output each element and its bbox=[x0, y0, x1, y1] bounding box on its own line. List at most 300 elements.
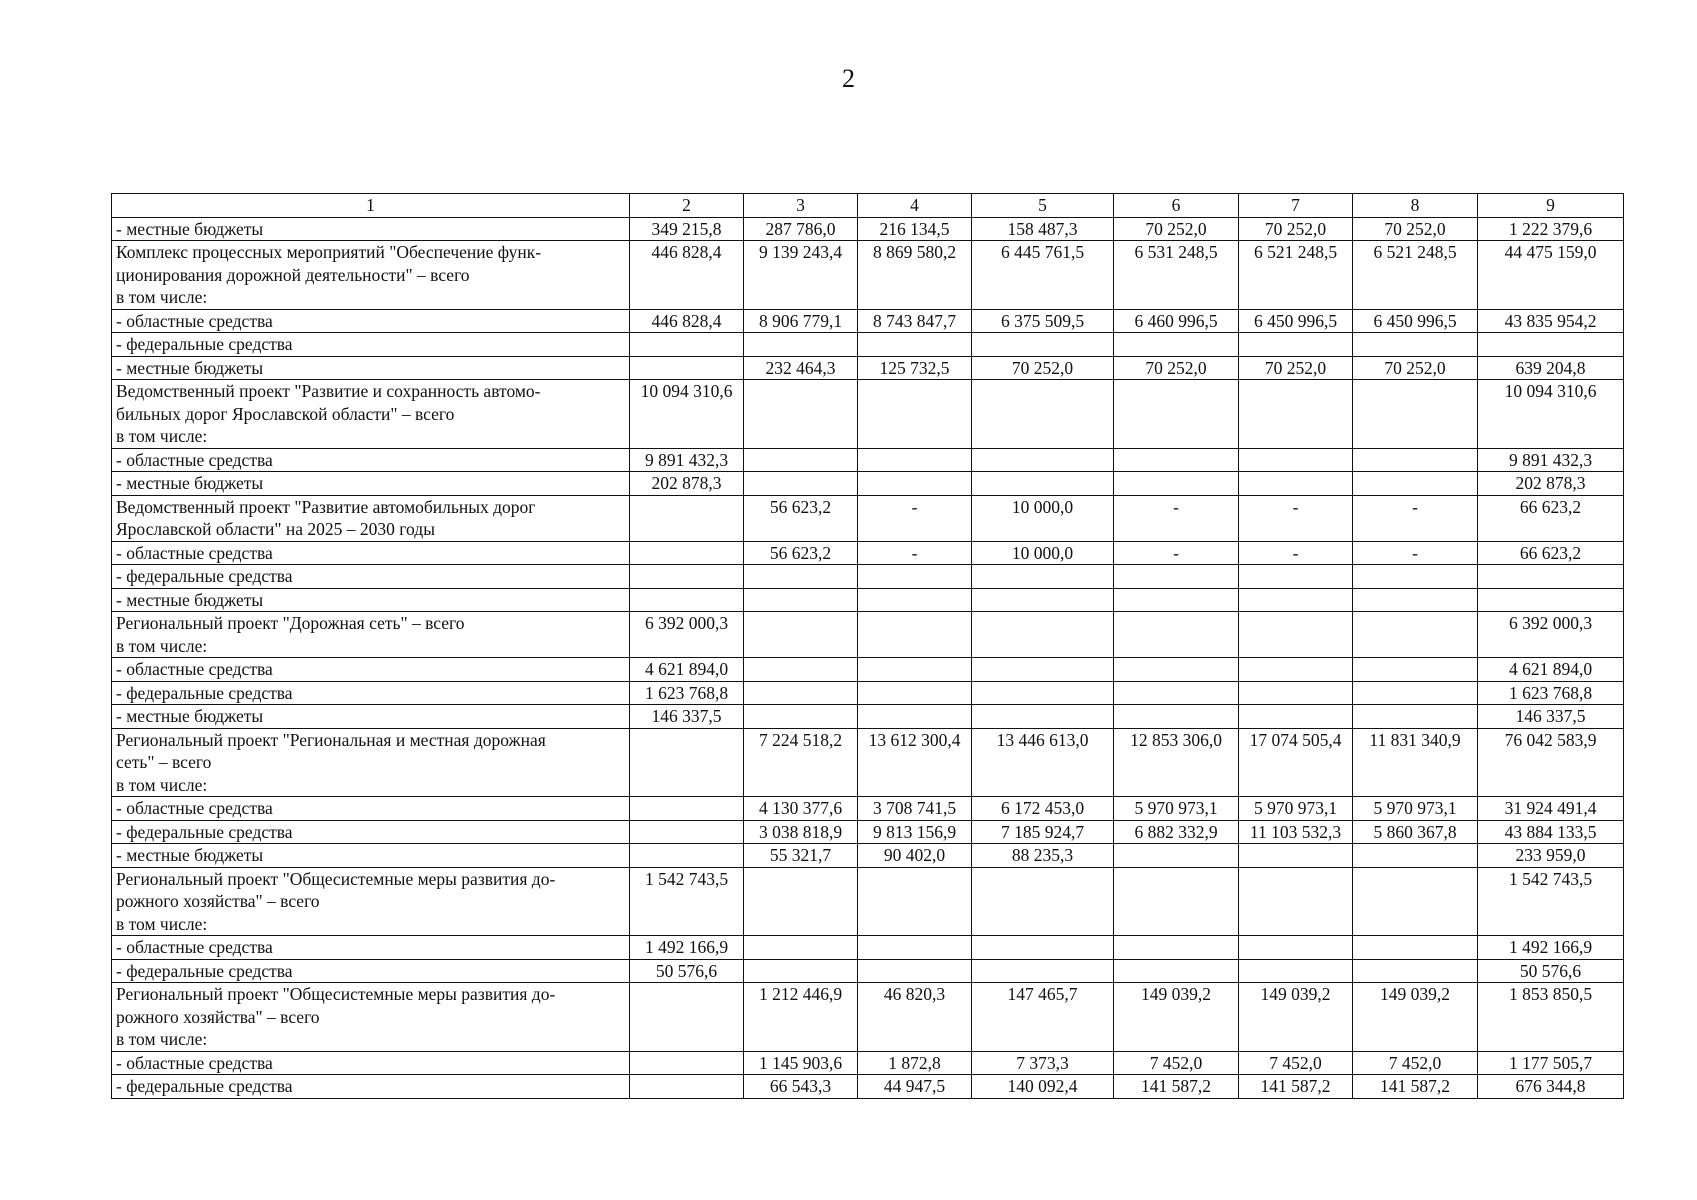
value-cell: 141 587,2 bbox=[1353, 1075, 1478, 1099]
row-label-line: Ведомственный проект "Развитие автомобильных дорог bbox=[116, 496, 536, 517]
table-row bbox=[112, 541, 1624, 565]
value-cell bbox=[630, 356, 744, 380]
value-cell: 13 612 300,4 bbox=[858, 728, 972, 797]
value-cell: 5 970 973,1 bbox=[1353, 797, 1478, 821]
value-cell: 125 732,5 bbox=[858, 356, 972, 380]
value-cell bbox=[858, 565, 972, 589]
value-cell: 446 828,4 bbox=[630, 241, 744, 310]
value-cell: 56 623,2 bbox=[744, 541, 858, 565]
row-label-cell bbox=[112, 472, 630, 496]
table-row bbox=[112, 241, 1624, 310]
value-cell: 70 252,0 bbox=[1114, 356, 1239, 380]
value-cell: 6 531 248,5 bbox=[1114, 241, 1239, 310]
value-cell bbox=[1114, 333, 1239, 357]
value-cell: - bbox=[1353, 541, 1478, 565]
value-cell bbox=[744, 565, 858, 589]
column-number-header: 3 bbox=[744, 194, 858, 218]
table-row bbox=[112, 658, 1624, 682]
value-cell bbox=[744, 448, 858, 472]
value-cell: 1 492 166,9 bbox=[1478, 936, 1624, 960]
row-label-line: - федеральные средства bbox=[116, 1076, 293, 1096]
value-cell bbox=[972, 658, 1114, 682]
value-cell: 5 970 973,1 bbox=[1239, 797, 1353, 821]
value-cell bbox=[1114, 612, 1239, 658]
row-label-line: в том числе: bbox=[116, 635, 208, 656]
value-cell: 10 000,0 bbox=[972, 495, 1114, 541]
table-row bbox=[112, 309, 1624, 333]
value-cell: 6 392 000,3 bbox=[630, 612, 744, 658]
value-cell bbox=[1239, 658, 1353, 682]
value-cell bbox=[1114, 867, 1239, 936]
value-cell: 1 145 903,6 bbox=[744, 1051, 858, 1075]
value-cell bbox=[1239, 380, 1353, 449]
value-cell: 149 039,2 bbox=[1353, 983, 1478, 1052]
table-row bbox=[112, 983, 1624, 1052]
value-cell: 5 860 367,8 bbox=[1353, 820, 1478, 844]
value-cell bbox=[1353, 333, 1478, 357]
row-label-line: - федеральные средства bbox=[116, 821, 293, 842]
value-cell: 141 587,2 bbox=[1114, 1075, 1239, 1099]
value-cell bbox=[1239, 867, 1353, 936]
row-label-line: Региональный проект "Региональная и местная дорожная bbox=[116, 729, 546, 750]
value-cell bbox=[1239, 333, 1353, 357]
value-cell bbox=[1114, 705, 1239, 729]
row-label-line: ционирования дорожной деятельности" – всего bbox=[116, 264, 470, 285]
value-cell bbox=[630, 588, 744, 612]
value-cell: 1 623 768,8 bbox=[630, 681, 744, 705]
value-cell bbox=[1114, 681, 1239, 705]
value-cell bbox=[858, 658, 972, 682]
row-label-cell bbox=[112, 1051, 630, 1075]
value-cell: 6 521 248,5 bbox=[1353, 241, 1478, 310]
value-cell bbox=[1239, 959, 1353, 983]
value-cell bbox=[630, 844, 744, 868]
row-label-line: Комплекс процессных мероприятий "Обеспечение функ- bbox=[116, 242, 542, 262]
value-cell bbox=[1239, 565, 1353, 589]
value-cell: 70 252,0 bbox=[1353, 217, 1478, 241]
value-cell bbox=[1239, 844, 1353, 868]
column-number-row bbox=[112, 194, 1624, 218]
value-cell: 9 813 156,9 bbox=[858, 820, 972, 844]
value-cell bbox=[1114, 448, 1239, 472]
value-cell bbox=[858, 867, 972, 936]
row-label-line: в том числе: bbox=[116, 287, 208, 307]
value-cell bbox=[1114, 588, 1239, 612]
value-cell: 6 172 453,0 bbox=[972, 797, 1114, 821]
table-row bbox=[112, 472, 1624, 496]
value-cell bbox=[1353, 705, 1478, 729]
row-label-line: в том числе: bbox=[116, 913, 208, 934]
value-cell: 6 392 000,3 bbox=[1478, 612, 1624, 658]
value-cell bbox=[744, 959, 858, 983]
value-cell: 8 743 847,7 bbox=[858, 309, 972, 333]
row-label-cell bbox=[112, 1075, 630, 1099]
value-cell: 202 878,3 bbox=[1478, 472, 1624, 496]
value-cell bbox=[1114, 959, 1239, 983]
value-cell: 11 103 532,3 bbox=[1239, 820, 1353, 844]
value-cell bbox=[744, 380, 858, 449]
value-cell: 76 042 583,9 bbox=[1478, 728, 1624, 797]
row-label-cell bbox=[112, 681, 630, 705]
value-cell: 287 786,0 bbox=[744, 217, 858, 241]
value-cell bbox=[1353, 658, 1478, 682]
value-cell: 56 623,2 bbox=[744, 495, 858, 541]
row-label-cell bbox=[112, 867, 630, 936]
value-cell bbox=[1114, 472, 1239, 496]
value-cell: 4 621 894,0 bbox=[630, 658, 744, 682]
value-cell: 46 820,3 bbox=[858, 983, 972, 1052]
table-row bbox=[112, 495, 1624, 541]
value-cell bbox=[1353, 380, 1478, 449]
row-label-line: - областные средства bbox=[116, 310, 273, 331]
value-cell: 676 344,8 bbox=[1478, 1075, 1624, 1099]
row-label-cell bbox=[112, 380, 630, 449]
value-cell: 232 464,3 bbox=[744, 356, 858, 380]
row-label-line: рожного хозяйства" – всего bbox=[116, 1006, 320, 1027]
value-cell bbox=[1114, 936, 1239, 960]
value-cell: 17 074 505,4 bbox=[1239, 728, 1353, 797]
value-cell bbox=[972, 681, 1114, 705]
value-cell bbox=[1239, 705, 1353, 729]
value-cell bbox=[1239, 472, 1353, 496]
row-label-line: Региональный проект "Общесистемные меры развития до- bbox=[116, 868, 556, 889]
value-cell: 10 000,0 bbox=[972, 541, 1114, 565]
table-row bbox=[112, 820, 1624, 844]
row-label-line: - местные бюджеты bbox=[116, 706, 264, 726]
value-cell bbox=[972, 705, 1114, 729]
value-cell: 1 492 166,9 bbox=[630, 936, 744, 960]
value-cell: 147 465,7 bbox=[972, 983, 1114, 1052]
value-cell: - bbox=[858, 495, 972, 541]
table-row bbox=[112, 356, 1624, 380]
value-cell: 43 884 133,5 bbox=[1478, 820, 1624, 844]
value-cell bbox=[744, 333, 858, 357]
value-cell: 50 576,6 bbox=[1478, 959, 1624, 983]
value-cell: 7 373,3 bbox=[972, 1051, 1114, 1075]
value-cell bbox=[972, 472, 1114, 496]
value-cell bbox=[858, 588, 972, 612]
value-cell bbox=[858, 612, 972, 658]
value-cell: 7 452,0 bbox=[1239, 1051, 1353, 1075]
value-cell bbox=[858, 448, 972, 472]
value-cell bbox=[1114, 844, 1239, 868]
value-cell: 158 487,3 bbox=[972, 217, 1114, 241]
value-cell bbox=[972, 588, 1114, 612]
row-label-cell bbox=[112, 728, 630, 797]
table-row bbox=[112, 936, 1624, 960]
value-cell bbox=[858, 681, 972, 705]
value-cell: 31 924 491,4 bbox=[1478, 797, 1624, 821]
value-cell bbox=[630, 1051, 744, 1075]
table-row bbox=[112, 448, 1624, 472]
row-label-cell bbox=[112, 241, 630, 310]
value-cell: 11 831 340,9 bbox=[1353, 728, 1478, 797]
table-row bbox=[112, 959, 1624, 983]
value-cell: 149 039,2 bbox=[1239, 983, 1353, 1052]
value-cell: 10 094 310,6 bbox=[630, 380, 744, 449]
value-cell: 70 252,0 bbox=[1239, 356, 1353, 380]
value-cell bbox=[744, 658, 858, 682]
value-cell bbox=[1239, 681, 1353, 705]
value-cell bbox=[972, 936, 1114, 960]
row-label-line: - федеральные средства bbox=[116, 334, 293, 354]
value-cell: 9 891 432,3 bbox=[1478, 448, 1624, 472]
value-cell: 13 446 613,0 bbox=[972, 728, 1114, 797]
value-cell: 1 177 505,7 bbox=[1478, 1051, 1624, 1075]
value-cell: 10 094 310,6 bbox=[1478, 380, 1624, 449]
row-label-line: - местные бюджеты bbox=[116, 589, 264, 610]
value-cell bbox=[1353, 565, 1478, 589]
value-cell bbox=[630, 983, 744, 1052]
value-cell: 146 337,5 bbox=[630, 705, 744, 729]
value-cell bbox=[630, 820, 744, 844]
value-cell: 1 222 379,6 bbox=[1478, 217, 1624, 241]
row-label-cell bbox=[112, 565, 630, 589]
value-cell: 90 402,0 bbox=[858, 844, 972, 868]
value-cell bbox=[1353, 588, 1478, 612]
row-label-line: - областные средства bbox=[116, 937, 273, 957]
row-label-line: - областные средства bbox=[116, 659, 273, 679]
value-cell: 1 212 446,9 bbox=[744, 983, 858, 1052]
row-label-line: Ярославской области" на 2025 – 2030 годы bbox=[116, 519, 435, 539]
table-row bbox=[112, 728, 1624, 797]
value-cell: 70 252,0 bbox=[972, 356, 1114, 380]
table-body bbox=[112, 217, 1624, 1098]
value-cell: 66 623,2 bbox=[1478, 495, 1624, 541]
value-cell bbox=[1353, 844, 1478, 868]
value-cell: 1 623 768,8 bbox=[1478, 681, 1624, 705]
value-cell: 5 970 973,1 bbox=[1114, 797, 1239, 821]
value-cell bbox=[858, 380, 972, 449]
value-cell: 6 882 332,9 bbox=[1114, 820, 1239, 844]
row-label-cell bbox=[112, 820, 630, 844]
value-cell bbox=[858, 959, 972, 983]
value-cell bbox=[630, 333, 744, 357]
row-label-cell bbox=[112, 936, 630, 960]
value-cell: 1 872,8 bbox=[858, 1051, 972, 1075]
value-cell: 7 452,0 bbox=[1114, 1051, 1239, 1075]
value-cell bbox=[630, 565, 744, 589]
value-cell bbox=[972, 867, 1114, 936]
table-row bbox=[112, 565, 1624, 589]
row-label-line: Ведомственный проект "Развитие и сохранность автомо- bbox=[116, 381, 541, 401]
row-label-line: - областные средства bbox=[116, 449, 273, 470]
value-cell: 7 224 518,2 bbox=[744, 728, 858, 797]
value-cell: 50 576,6 bbox=[630, 959, 744, 983]
column-number-header: 9 bbox=[1478, 194, 1624, 218]
value-cell: 141 587,2 bbox=[1239, 1075, 1353, 1099]
value-cell bbox=[1239, 448, 1353, 472]
row-label-cell bbox=[112, 797, 630, 821]
row-label-cell bbox=[112, 541, 630, 565]
value-cell: - bbox=[1239, 495, 1353, 541]
value-cell bbox=[1353, 959, 1478, 983]
column-number-header: 6 bbox=[1114, 194, 1239, 218]
value-cell: 9 891 432,3 bbox=[630, 448, 744, 472]
value-cell: 7 185 924,7 bbox=[972, 820, 1114, 844]
value-cell: 88 235,3 bbox=[972, 844, 1114, 868]
table-row bbox=[112, 333, 1624, 357]
value-cell: 233 959,0 bbox=[1478, 844, 1624, 868]
row-label-cell bbox=[112, 658, 630, 682]
value-cell bbox=[858, 936, 972, 960]
value-cell: - bbox=[1239, 541, 1353, 565]
value-cell: 3 038 818,9 bbox=[744, 820, 858, 844]
value-cell: 44 947,5 bbox=[858, 1075, 972, 1099]
value-cell bbox=[744, 705, 858, 729]
value-cell: 12 853 306,0 bbox=[1114, 728, 1239, 797]
value-cell bbox=[630, 541, 744, 565]
row-label-cell bbox=[112, 612, 630, 658]
value-cell: - bbox=[858, 541, 972, 565]
value-cell bbox=[744, 867, 858, 936]
value-cell bbox=[744, 588, 858, 612]
value-cell bbox=[858, 705, 972, 729]
row-label-line: Региональный проект "Общесистемные меры развития до- bbox=[116, 984, 556, 1004]
value-cell: 66 623,2 bbox=[1478, 541, 1624, 565]
value-cell: 6 450 996,5 bbox=[1239, 309, 1353, 333]
value-cell: 202 878,3 bbox=[630, 472, 744, 496]
value-cell bbox=[1478, 565, 1624, 589]
row-label-line: в том числе: bbox=[116, 1029, 208, 1049]
value-cell bbox=[630, 1075, 744, 1099]
table-row bbox=[112, 867, 1624, 936]
row-label-cell bbox=[112, 844, 630, 868]
value-cell: 44 475 159,0 bbox=[1478, 241, 1624, 310]
column-number-header: 4 bbox=[858, 194, 972, 218]
value-cell bbox=[630, 797, 744, 821]
value-cell: 6 521 248,5 bbox=[1239, 241, 1353, 310]
value-cell bbox=[744, 612, 858, 658]
value-cell bbox=[1353, 472, 1478, 496]
row-label-cell bbox=[112, 333, 630, 357]
value-cell: 70 252,0 bbox=[1114, 217, 1239, 241]
row-label-cell bbox=[112, 309, 630, 333]
value-cell: 8 906 779,1 bbox=[744, 309, 858, 333]
row-label-line: Региональный проект "Дорожная сеть" – всего bbox=[116, 613, 465, 633]
value-cell bbox=[1239, 936, 1353, 960]
value-cell: 216 134,5 bbox=[858, 217, 972, 241]
value-cell bbox=[1353, 681, 1478, 705]
row-label-cell bbox=[112, 959, 630, 983]
row-label-line: в том числе: bbox=[116, 426, 208, 446]
table-row bbox=[112, 705, 1624, 729]
value-cell: 43 835 954,2 bbox=[1478, 309, 1624, 333]
row-label-cell bbox=[112, 217, 630, 241]
row-label-line: в том числе: bbox=[116, 774, 208, 795]
value-cell: 9 139 243,4 bbox=[744, 241, 858, 310]
table-row bbox=[112, 588, 1624, 612]
table-row bbox=[112, 1075, 1624, 1099]
value-cell bbox=[744, 681, 858, 705]
row-label-cell bbox=[112, 983, 630, 1052]
row-label-line: сеть" – всего bbox=[116, 752, 212, 772]
value-cell: 70 252,0 bbox=[1239, 217, 1353, 241]
row-label-line: рожного хозяйства" – всего bbox=[116, 891, 320, 911]
row-label-line: - местные бюджеты bbox=[116, 845, 264, 865]
budget-table bbox=[111, 193, 1624, 1099]
column-number-header: 1 bbox=[112, 194, 630, 218]
value-cell: - bbox=[1114, 495, 1239, 541]
row-label-cell bbox=[112, 448, 630, 472]
row-label-cell bbox=[112, 705, 630, 729]
value-cell: 349 215,8 bbox=[630, 217, 744, 241]
value-cell: 4 621 894,0 bbox=[1478, 658, 1624, 682]
value-cell bbox=[1478, 333, 1624, 357]
value-cell: 446 828,4 bbox=[630, 309, 744, 333]
row-label-cell bbox=[112, 495, 630, 541]
value-cell: 6 375 509,5 bbox=[972, 309, 1114, 333]
row-label-line: - областные средства bbox=[116, 798, 273, 818]
value-cell bbox=[972, 565, 1114, 589]
row-label-cell bbox=[112, 356, 630, 380]
value-cell bbox=[972, 380, 1114, 449]
value-cell: 70 252,0 bbox=[1353, 356, 1478, 380]
value-cell: 1 853 850,5 bbox=[1478, 983, 1624, 1052]
row-label-line: - местные бюджеты bbox=[116, 357, 264, 378]
value-cell: - bbox=[1114, 541, 1239, 565]
value-cell bbox=[1353, 936, 1478, 960]
row-label-line: - областные средства bbox=[116, 1052, 273, 1073]
value-cell bbox=[1114, 380, 1239, 449]
value-cell: - bbox=[1353, 495, 1478, 541]
value-cell: 66 543,3 bbox=[744, 1075, 858, 1099]
value-cell bbox=[744, 472, 858, 496]
value-cell: 1 542 743,5 bbox=[1478, 867, 1624, 936]
value-cell bbox=[858, 333, 972, 357]
column-number-header: 2 bbox=[630, 194, 744, 218]
value-cell bbox=[972, 448, 1114, 472]
value-cell bbox=[1114, 565, 1239, 589]
row-label-line: - местные бюджеты bbox=[116, 473, 264, 493]
value-cell bbox=[744, 936, 858, 960]
value-cell: 149 039,2 bbox=[1114, 983, 1239, 1052]
value-cell bbox=[972, 612, 1114, 658]
value-cell bbox=[630, 728, 744, 797]
value-cell: 4 130 377,6 bbox=[744, 797, 858, 821]
value-cell: 140 092,4 bbox=[972, 1075, 1114, 1099]
row-label-line: - федеральные средства bbox=[116, 682, 293, 703]
value-cell bbox=[1239, 612, 1353, 658]
table-row bbox=[112, 797, 1624, 821]
column-number-header: 5 bbox=[972, 194, 1114, 218]
value-cell bbox=[630, 495, 744, 541]
value-cell bbox=[972, 333, 1114, 357]
column-number-header: 7 bbox=[1239, 194, 1353, 218]
value-cell bbox=[1353, 612, 1478, 658]
table-row bbox=[112, 612, 1624, 658]
table-row bbox=[112, 1051, 1624, 1075]
row-label-line: - федеральные средства bbox=[116, 566, 293, 586]
value-cell: 55 321,7 bbox=[744, 844, 858, 868]
table-row bbox=[112, 380, 1624, 449]
value-cell: 639 204,8 bbox=[1478, 356, 1624, 380]
value-cell: 7 452,0 bbox=[1353, 1051, 1478, 1075]
value-cell bbox=[858, 472, 972, 496]
row-label-line: - областные средства bbox=[116, 542, 273, 563]
value-cell bbox=[1353, 867, 1478, 936]
table-row bbox=[112, 217, 1624, 241]
row-label-line: - федеральные средства bbox=[116, 960, 293, 981]
table-row bbox=[112, 844, 1624, 868]
value-cell: 6 450 996,5 bbox=[1353, 309, 1478, 333]
value-cell bbox=[1239, 588, 1353, 612]
value-cell bbox=[1114, 658, 1239, 682]
value-cell: 1 542 743,5 bbox=[630, 867, 744, 936]
value-cell bbox=[1353, 448, 1478, 472]
value-cell: 6 460 996,5 bbox=[1114, 309, 1239, 333]
table-row bbox=[112, 681, 1624, 705]
